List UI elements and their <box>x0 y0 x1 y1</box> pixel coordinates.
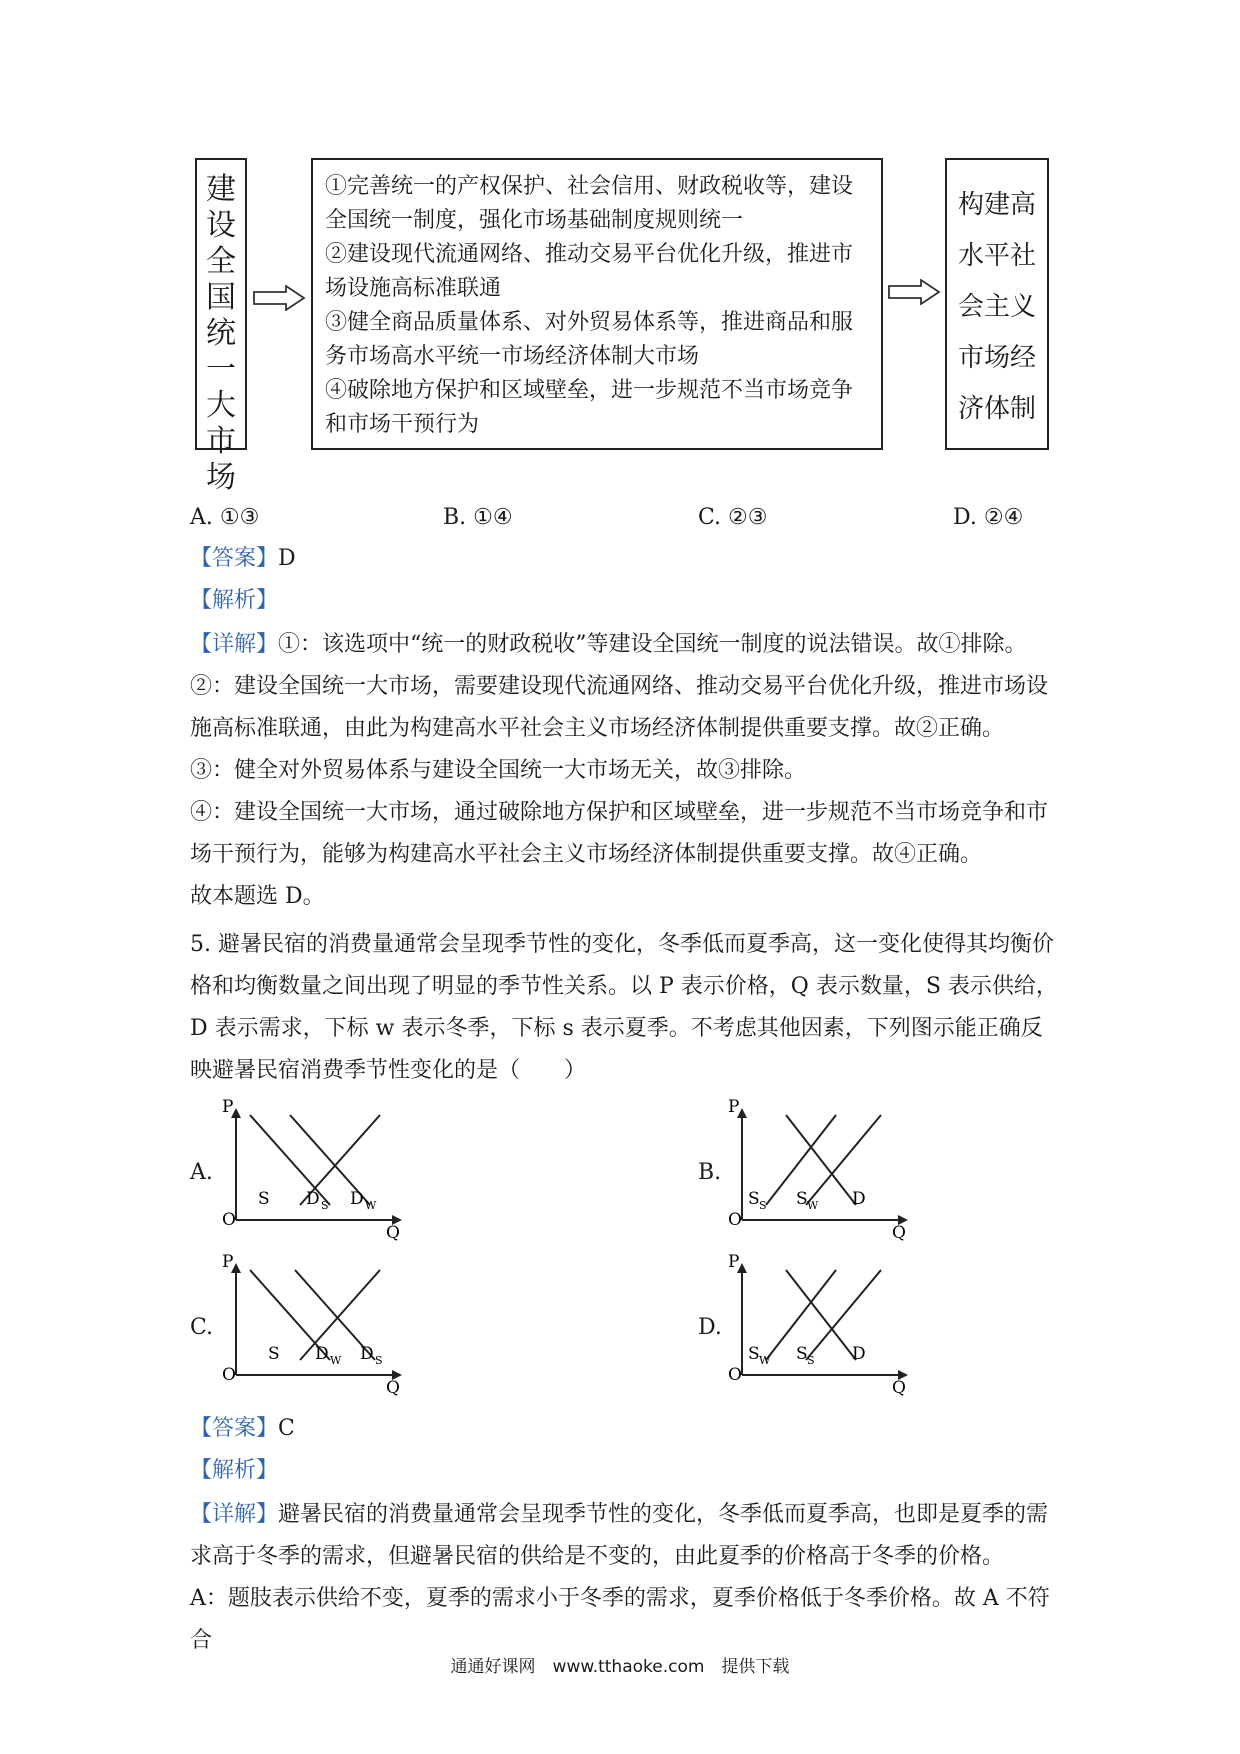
label-d: D <box>306 1189 320 1209</box>
q5-detail <box>190 1494 1060 1578</box>
q4-detail-line-4: ④：建设全国统一大市场，通过破除地方保护和区域壁垒，进一步规范不当市场竞争和市场干预行为，能够为构建高水平社会主义市场经济体制提供重要支撑。故④正确。 <box>190 800 1049 867</box>
q4-detail-line-5: 故本题选 D。 <box>190 884 325 909</box>
axis-o: O <box>728 1210 742 1230</box>
flow-item-2: ②建设现代流通网络、推动交易平台优化升级，推进市场设施高标准联通 <box>325 242 854 301</box>
axis-q: Q <box>892 1223 906 1243</box>
graph-d <box>726 1252 936 1399</box>
q5-answer <box>190 1408 1060 1450</box>
q4-detail <box>190 624 1060 918</box>
label-d: D <box>350 1189 364 1209</box>
label-s: S <box>258 1189 270 1209</box>
q4-detail-line-2: ②：建设全国统一大市场，需要建设现代流通网络、推动交易平台优化升级，推进市场设施高标准联通，由此为构建高水平社会主义市场经济体制提供重要支撑。故②正确。 <box>190 674 1049 741</box>
axis-q: Q <box>386 1378 400 1398</box>
label-sub-w: W <box>807 1199 819 1212</box>
label-sub-s: S <box>807 1354 815 1367</box>
label-s: S <box>796 1344 808 1364</box>
flow-right-box <box>945 158 1049 450</box>
label-d: D <box>315 1344 329 1364</box>
arrow-right-icon <box>252 285 307 311</box>
axis-o: O <box>222 1210 236 1230</box>
answer-value: D <box>278 546 296 571</box>
axis-q: Q <box>892 1378 906 1398</box>
q4-detail-line-1: 【详解】①：该选项中“统一的财政税收”等建设全国统一制度的说法错误。故①排除。 <box>190 632 1027 657</box>
q5-analysis <box>190 1450 1060 1492</box>
label-sub-s: S <box>375 1354 383 1367</box>
detail-tag: 【详解】 <box>190 632 279 657</box>
axis-q: Q <box>386 1223 400 1243</box>
label-sub-s: S <box>759 1199 767 1212</box>
label-s: S <box>748 1189 760 1209</box>
answer-tag: 【答案】 <box>190 546 279 571</box>
label-sub-w: W <box>759 1354 771 1367</box>
flow-item-3: ③健全商品质量体系、对外贸易体系等，推进商品和服务市场高水平统一市场经济体制大市场 <box>325 310 854 369</box>
analysis-tag: 【解析】 <box>190 588 279 613</box>
axis-p: P <box>222 1097 234 1117</box>
answer-value: C <box>278 1416 295 1441</box>
label-sub-s: S <box>321 1199 329 1212</box>
q5-option-a-explain: A：题肢表示供给不变，夏季的需求小于冬季的需求，夏季价格低于冬季价格。故 A 不符合 <box>190 1586 1050 1653</box>
label-sub-w: W <box>330 1354 342 1367</box>
flow-left-title: 建设全国统一大市场 <box>206 172 236 495</box>
q4-option-c: C. ②③ <box>698 505 768 530</box>
q4-analysis <box>190 580 1060 622</box>
axis-p: P <box>728 1252 740 1272</box>
q4-detail-line-3: ③：健全对外贸易体系与建设全国统一大市场无关，故③排除。 <box>190 758 807 783</box>
graph-d-option: D. <box>698 1315 722 1340</box>
graph-a-option: A. <box>190 1160 213 1185</box>
q4-option-a: A. ①③ <box>190 505 260 530</box>
arrow-right-icon <box>887 279 942 305</box>
detail-tag: 【详解】 <box>190 1502 279 1527</box>
flow-item-4: ④破除地方保护和区域壁垒，进一步规范不当市场竞争和市场干预行为 <box>325 378 854 437</box>
flow-item-1: ①完善统一的产权保护、社会信用、财政税收等，建设全国统一制度，强化市场基础制度规则统一 <box>325 174 854 233</box>
flow-right-title: 构建高水平社会主义市场经济体制 <box>957 190 1036 424</box>
label-d: D <box>852 1189 866 1209</box>
footer-credit: 通通好课网 www.tthaoke.com 提供下载 <box>450 1657 790 1677</box>
graph-c-option: C. <box>190 1315 214 1340</box>
axis-p: P <box>728 1097 740 1117</box>
label-s: S <box>796 1189 808 1209</box>
axis-o: O <box>728 1365 742 1385</box>
flow-middle-box <box>311 158 883 450</box>
q5-stem: 5. 避暑民宿的消费量通常会呈现季节性的变化，冬季低而夏季高，这一变化使得其均衡价格和均衡数量之间出现了明显的季节性关系。以 P 表示价格，Q 表示数量，S 表示供给，D 表示需求，下标 w 表示冬季，下标 s 表示夏季。不考虑其他因素，下列图示能正确反映避暑民宿消费季节性变化的是（ ） <box>190 932 1058 1083</box>
label-d: D <box>360 1344 374 1364</box>
axis-p: P <box>222 1252 234 1272</box>
label-sub-w: W <box>365 1199 377 1212</box>
label-s: S <box>268 1344 280 1364</box>
analysis-tag: 【解析】 <box>190 1458 279 1483</box>
graph-b-option: B. <box>698 1160 722 1185</box>
q4-answer <box>190 538 1060 580</box>
graph-a <box>220 1097 430 1244</box>
label-s: S <box>748 1344 760 1364</box>
graph-c <box>220 1252 430 1399</box>
answer-tag: 【答案】 <box>190 1416 279 1441</box>
flow-left-box <box>195 158 247 495</box>
flow-middle-list <box>313 160 881 452</box>
q5-detail-text: 避暑民宿的消费量通常会呈现季节性的变化，冬季低而夏季高，也即是夏季的需求高于冬季的需求，但避暑民宿的供给是不变的，由此夏季的价格高于冬季的价格。 <box>190 1502 1049 1569</box>
q4-option-b: B. ①④ <box>443 505 513 530</box>
graph-b <box>726 1097 936 1244</box>
q4-option-d: D. ②④ <box>953 505 1024 530</box>
axis-o: O <box>222 1365 236 1385</box>
label-d: D <box>852 1344 866 1364</box>
